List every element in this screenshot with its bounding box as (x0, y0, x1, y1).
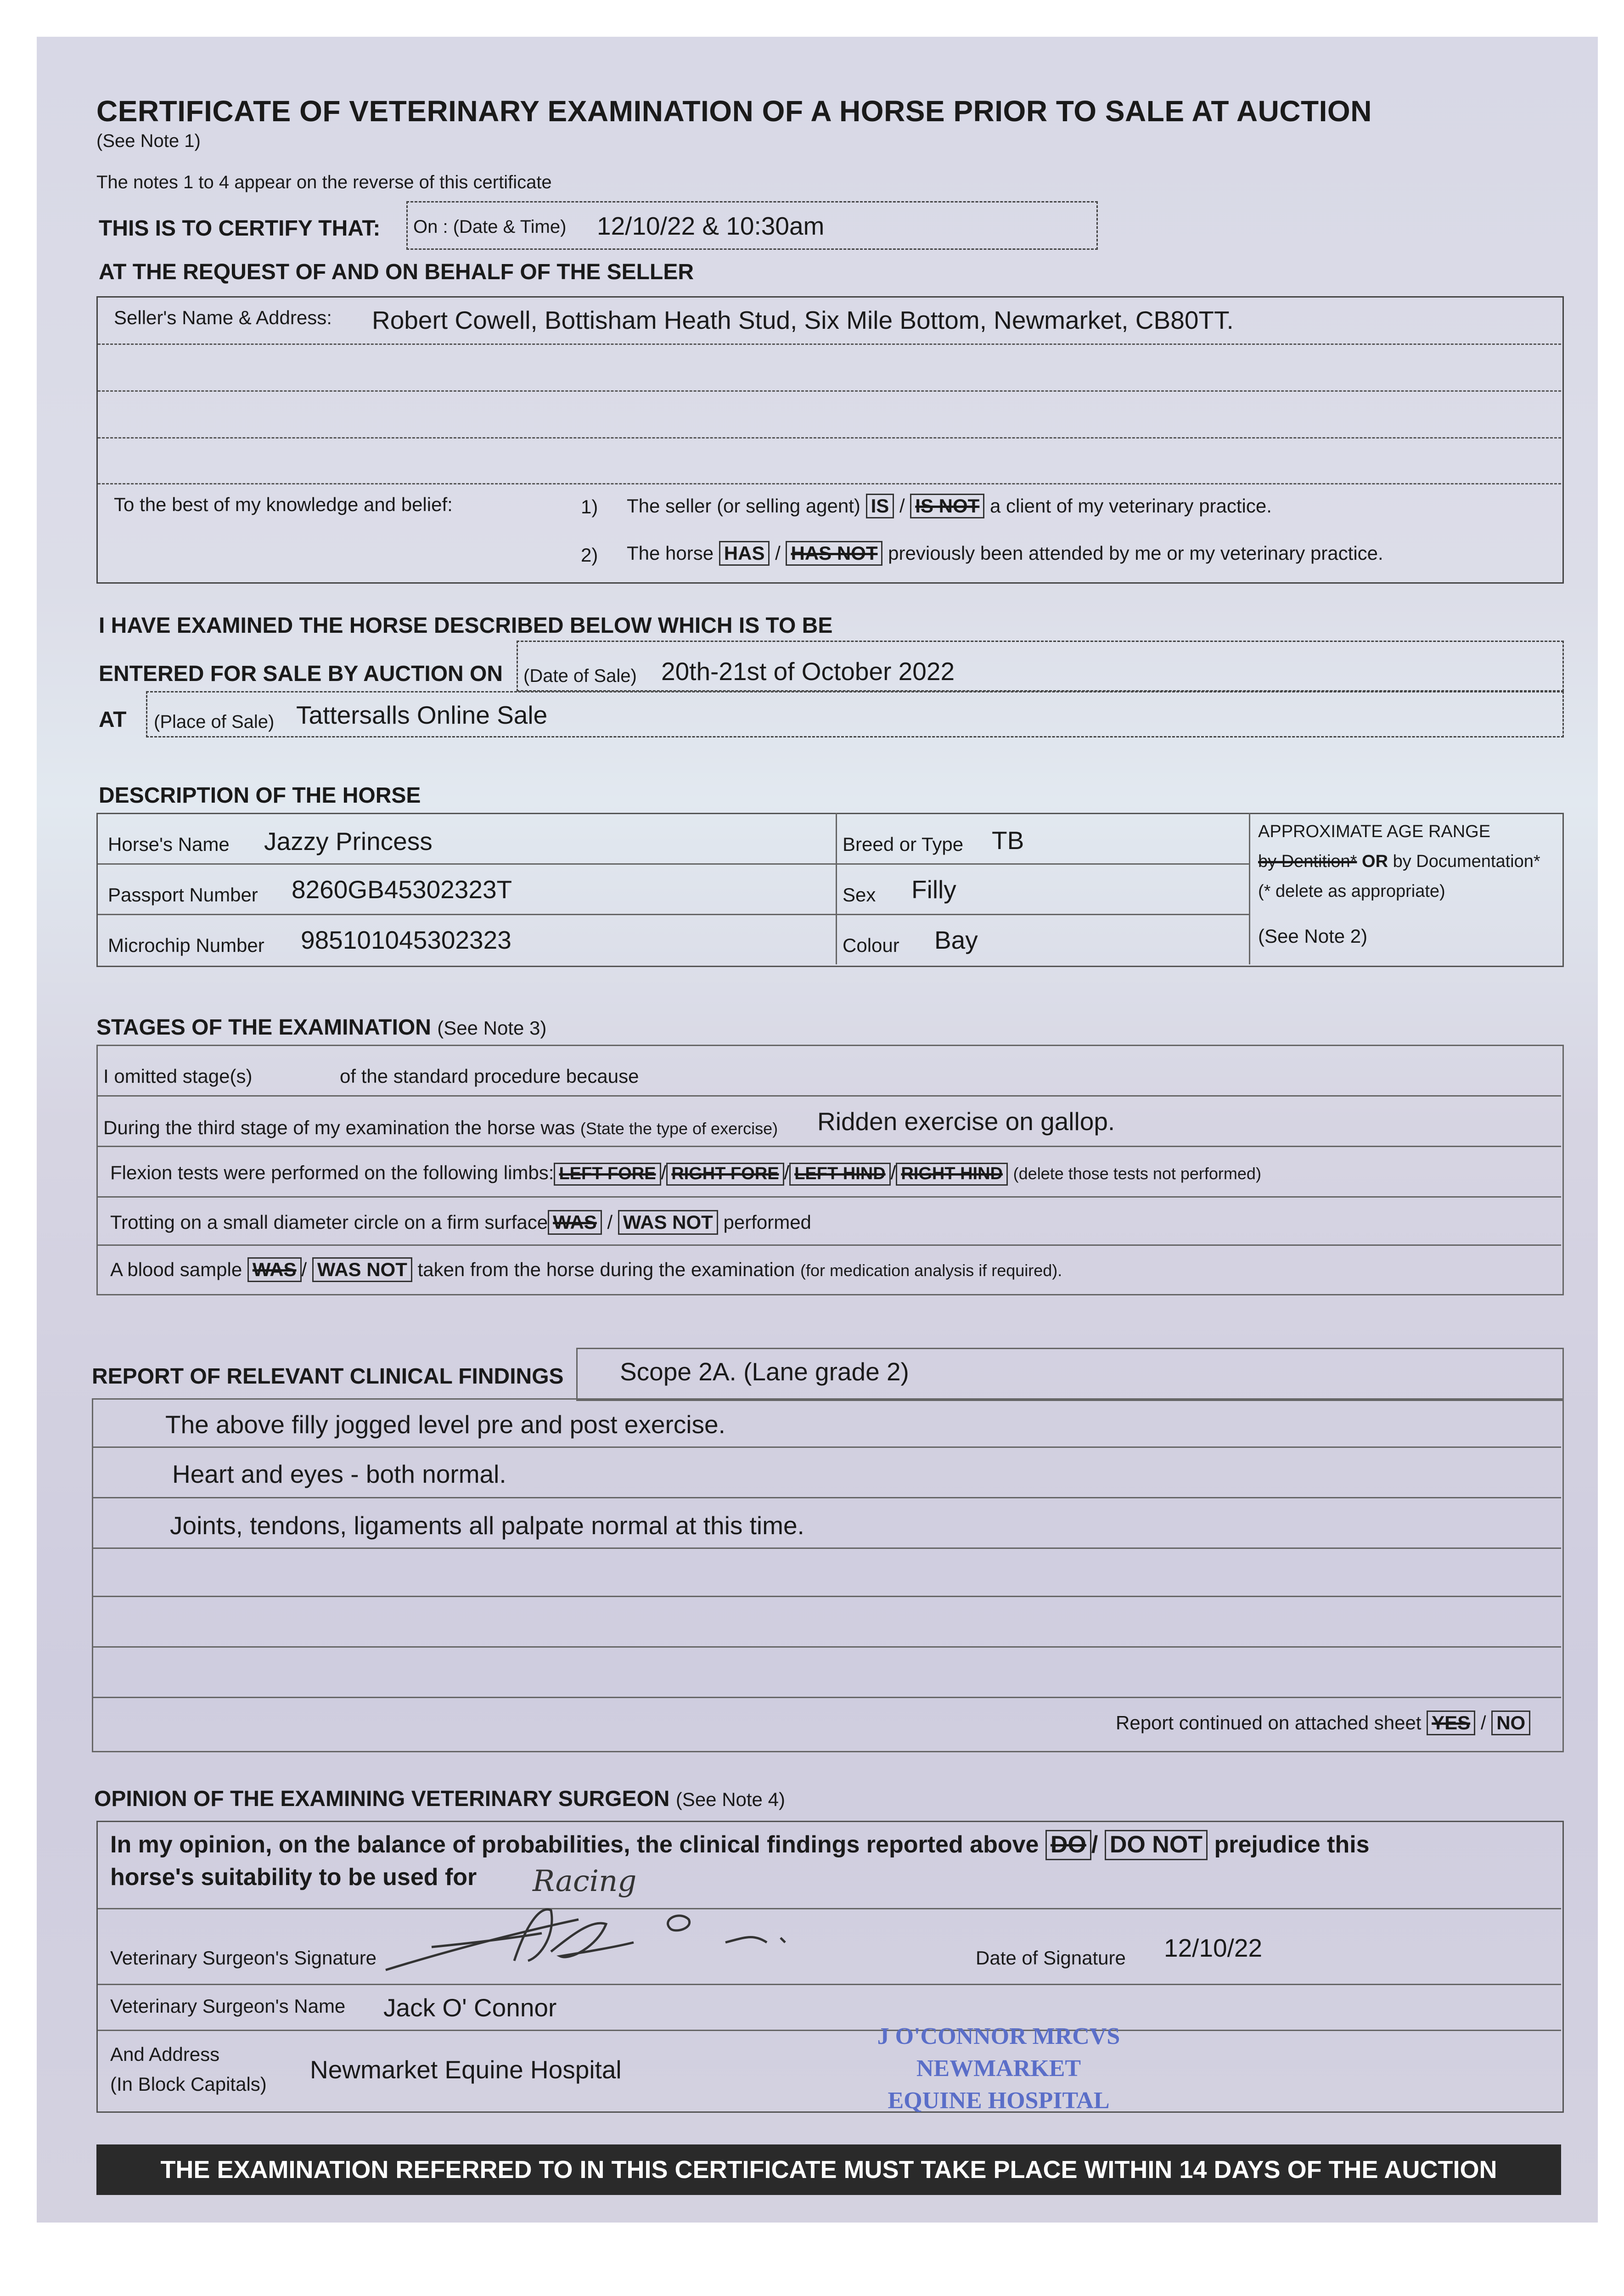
horse-attended-text: The horse (627, 542, 714, 564)
trot-sep: / (607, 1211, 613, 1233)
microchip-label: Microchip Number (108, 934, 264, 956)
trot-suffix: performed (723, 1211, 811, 1233)
sale-date-value: 20th-21st of October 2022 (661, 657, 955, 686)
stamp-line-2: NEWMARKET (916, 2055, 1081, 2082)
desc-row-divider-1 (98, 863, 1249, 865)
age-dentition-option[interactable]: by Dentition* (1258, 852, 1357, 871)
date-time-value: 12/10/22 & 10:30am (597, 212, 825, 240)
flex-sep-2: / (784, 1162, 790, 1183)
horse-name-label: Horse's Name (108, 833, 230, 855)
report-rule-4 (93, 1596, 1561, 1597)
report-rule-2 (93, 1497, 1561, 1498)
third-stage-hint: (State the type of exercise) (580, 1119, 778, 1138)
do-not-option[interactable]: DO NOT (1105, 1830, 1208, 1860)
trot-was-option[interactable]: WAS (548, 1210, 602, 1235)
notes-line: The notes 1 to 4 appear on the reverse of this certificate (96, 172, 552, 192)
horse-attended-suffix: previously been attended by me or my veterinary practice. (888, 542, 1383, 564)
seller-value[interactable]: Robert Cowell, Bottisham Heath Stud, Six Mile Bottom, Newmarket, CB80TT. (372, 306, 1234, 334)
sale-date-label: (Date of Sale) (523, 666, 637, 686)
age-see-note: (See Note 2) (1258, 925, 1368, 947)
age-or: OR (1362, 852, 1388, 871)
desc-col-divider-1 (836, 813, 837, 964)
stages-row-divider-4 (98, 1244, 1561, 1246)
certify-label: THIS IS TO CERTIFY THAT: (99, 216, 381, 241)
flex-left-hind-option[interactable]: LEFT HIND (789, 1163, 890, 1186)
opinion-header (94, 1786, 785, 1812)
do-option[interactable]: DO (1045, 1830, 1091, 1860)
flex-right-fore-option[interactable]: RIGHT FORE (666, 1163, 784, 1186)
opinion-statement (110, 1830, 1370, 1860)
signature-date-value[interactable]: 12/10/22 (1164, 1934, 1263, 1962)
flexion-label: Flexion tests were performed on the following limbs: (110, 1162, 554, 1183)
passport-value[interactable]: 8260GB45302323T (292, 875, 512, 904)
is-not-option[interactable]: IS NOT (910, 494, 984, 518)
age-documentation-option[interactable]: by Documentation* (1393, 852, 1540, 871)
do-sep: / (1091, 1831, 1098, 1858)
sale-place-label: (Place of Sale) (154, 712, 275, 732)
seller-rule-1 (98, 343, 1561, 345)
signature-date-label: Date of Signature (976, 1947, 1126, 1969)
surgeon-name-value[interactable]: Jack O' Connor (383, 1993, 557, 2022)
breed-label: Breed or Type (843, 833, 964, 855)
desc-col-divider-2 (1249, 813, 1250, 964)
flexion-note: (delete those tests not performed) (1013, 1164, 1261, 1183)
blood-note: (for medication analysis if required). (800, 1261, 1062, 1280)
belief-num-1: 1) (581, 496, 598, 518)
breed-value[interactable]: TB (992, 826, 1024, 855)
trotting-label: Trotting on a small diameter circle on a firm surface (110, 1211, 548, 1233)
at-label: AT (99, 708, 127, 732)
opinion-header-note: (See Note 4) (675, 1789, 785, 1810)
opinion-header-text: OPINION OF THE EXAMINING VETERINARY SURGEON (94, 1787, 670, 1811)
report-line-3[interactable]: Heart and eyes - both normal. (172, 1460, 506, 1488)
colour-value[interactable]: Bay (934, 926, 978, 954)
seller-client-text: The seller (or selling agent) (627, 495, 860, 517)
has-not-option[interactable]: HAS NOT (786, 541, 882, 566)
date-time-label: On : (Date & Time) (413, 217, 567, 237)
opinion-text-a: In my opinion, on the balance of probabilities, the clinical findings reported above (110, 1831, 1039, 1858)
is-option[interactable]: IS (866, 494, 894, 518)
trot-was-not-option[interactable]: WAS NOT (618, 1210, 718, 1235)
seller-rule-4 (98, 483, 1561, 484)
microchip-value[interactable]: 985101045302323 (301, 926, 511, 954)
stages-row-divider-2 (98, 1146, 1561, 1147)
continued-no-option[interactable]: NO (1491, 1711, 1530, 1735)
use-value[interactable]: Racing (533, 1864, 637, 1898)
third-stage-label: During the third stage of my examination the horse was (103, 1117, 575, 1138)
sale-line-2: ENTERED FOR SALE BY AUCTION ON (99, 662, 503, 686)
report-continued-label: Report continued on attached sheet (1116, 1712, 1422, 1733)
blood-suffix: taken from the horse during the examination (417, 1259, 795, 1280)
age-range-options (1258, 852, 1540, 872)
has-option[interactable]: HAS (719, 541, 770, 566)
opinion-rule-1 (98, 1908, 1561, 1909)
stages-header-text: STAGES OF THE EXAMINATION (96, 1015, 431, 1040)
horse-name-value[interactable]: Jazzy Princess (264, 827, 433, 855)
belief-line-2 (627, 541, 1383, 566)
certificate-title: CERTIFICATE OF VETERINARY EXAMINATION OF A HORSE PRIOR TO SALE AT AUCTION (96, 95, 1372, 128)
report-line-1[interactable]: Scope 2A. (Lane grade 2) (620, 1357, 909, 1386)
desc-row-divider-2 (98, 914, 1249, 915)
address-label-2: (In Block Capitals) (110, 2073, 267, 2095)
report-rule-5 (93, 1646, 1561, 1648)
description-header: DESCRIPTION OF THE HORSE (99, 783, 421, 808)
report-line-4[interactable]: Joints, tendons, ligaments all palpate normal at this time. (170, 1511, 804, 1540)
flex-right-hind-option[interactable]: RIGHT HIND (896, 1163, 1008, 1186)
stages-header (96, 1015, 546, 1040)
stages-header-note: (See Note 3) (437, 1017, 547, 1039)
opinion-text-b: prejudice this (1214, 1831, 1370, 1858)
see-note-1: (See Note 1) (96, 131, 201, 151)
flexion-row (110, 1162, 1261, 1186)
flex-sep-1: / (661, 1162, 667, 1183)
seller-client-suffix: a client of my veterinary practice. (989, 495, 1272, 517)
address-label-1: And Address (110, 2043, 220, 2065)
vet-stamp (781, 2020, 1217, 2117)
belief-line-1 (627, 494, 1272, 518)
sex-label: Sex (843, 884, 876, 906)
flex-sep-3: / (890, 1162, 896, 1183)
footer-banner: THE EXAMINATION REFERRED TO IN THIS CERTIFICATE MUST TAKE PLACE WITHIN 14 DAYS OF THE AUCTION (96, 2144, 1561, 2195)
report-box (92, 1398, 1564, 1752)
opinion-rule-2 (98, 1984, 1561, 1985)
passport-label: Passport Number (108, 884, 258, 906)
report-line-2[interactable]: The above filly jogged level pre and post exercise. (165, 1410, 725, 1439)
colour-label: Colour (843, 934, 899, 956)
blood-sep: / (301, 1259, 307, 1280)
sale-place-value: Tattersalls Online Sale (296, 701, 548, 729)
seller-rule-3 (98, 437, 1561, 439)
belief-num-2: 2) (581, 544, 598, 566)
seller-rule-2 (98, 390, 1561, 392)
signature-image (376, 1892, 813, 1984)
third-stage-value[interactable]: Ridden exercise on gallop. (817, 1107, 1115, 1136)
report-header: REPORT OF RELEVANT CLINICAL FINDINGS (92, 1364, 564, 1389)
blood-row (110, 1257, 1062, 1282)
stamp-line-3: EQUINE HOSPITAL (888, 2088, 1110, 2114)
is-separator: / (899, 495, 905, 517)
stages-row-divider-3 (98, 1196, 1561, 1198)
has-separator: / (775, 542, 781, 564)
blood-label: A blood sample (110, 1259, 242, 1280)
surgeon-name-label: Veterinary Surgeon's Name (110, 1995, 346, 2017)
request-line: AT THE REQUEST OF AND ON BEHALF OF THE SELLER (99, 260, 694, 284)
flex-left-fore-option[interactable]: LEFT FORE (554, 1163, 661, 1186)
third-stage-row (103, 1117, 778, 1139)
age-delete-note: (* delete as appropriate) (1258, 882, 1445, 901)
trotting-row (110, 1210, 811, 1235)
report-rule-6 (93, 1697, 1561, 1698)
continued-sep: / (1480, 1712, 1486, 1733)
blood-was-option[interactable]: WAS (247, 1257, 302, 1282)
signature-label: Veterinary Surgeon's Signature (110, 1947, 377, 1969)
sex-value[interactable]: Filly (911, 875, 956, 904)
omitted-label-b: of the standard procedure because (340, 1065, 639, 1087)
address-value[interactable]: Newmarket Equine Hospital (310, 2055, 622, 2084)
age-range-header: APPROXIMATE AGE RANGE (1258, 822, 1491, 841)
report-continued-row (1116, 1711, 1530, 1735)
sale-line-1: I HAVE EXAMINED THE HORSE DESCRIBED BELOW WHICH IS TO BE (99, 613, 833, 638)
stamp-line-1: J O'CONNOR MRCVS (877, 2023, 1120, 2049)
continued-yes-option[interactable]: YES (1427, 1711, 1475, 1735)
blood-was-not-option[interactable]: WAS NOT (312, 1257, 412, 1282)
opinion-text-c: horse's suitability to be used for (110, 1864, 477, 1891)
report-rule-1 (93, 1446, 1561, 1448)
report-rule-3 (93, 1548, 1561, 1549)
seller-label: Seller's Name & Address: (114, 307, 332, 328)
belief-label: To the best of my knowledge and belief: (114, 494, 453, 515)
omitted-label-a: I omitted stage(s) (103, 1065, 253, 1087)
stages-row-divider-1 (98, 1095, 1561, 1097)
